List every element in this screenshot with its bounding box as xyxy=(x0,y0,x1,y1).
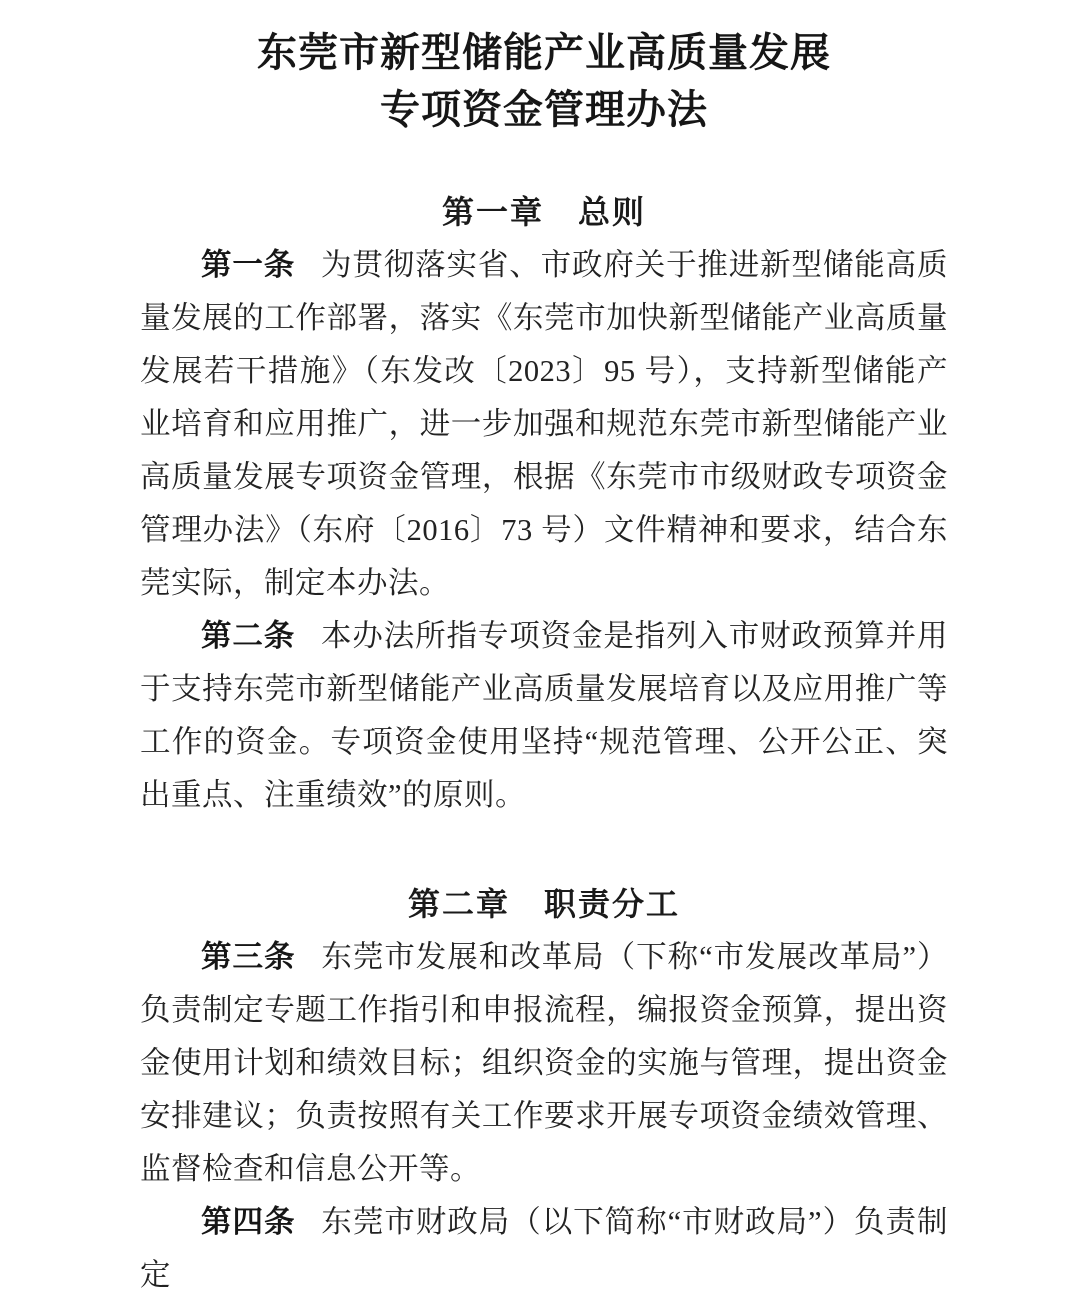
article-1-label: 第一条 xyxy=(201,248,296,282)
article-3-text: 东莞市发展和改革局（下称“市发展改革局”）负责制定专题工作指引和申报流程，编报资金预算，提出资金使用计划和绩效目标；组织资金的实施与管理，提出资金安排建议；负责按照有关工作要求开展专项资金绩效管理、监督检查和信息公开等。 xyxy=(140,940,948,1186)
document-title xyxy=(140,24,948,138)
title-line-1: 东莞市新型储能产业高质量发展 xyxy=(257,30,831,75)
article-4-text: 东莞市财政局（以下简称“市财政局”）负责制定 xyxy=(140,1205,948,1292)
article-3 xyxy=(140,931,948,1196)
article-1-text: 为贯彻落实省、市政府关于推进新型储能高质量发展的工作部署，落实《东莞市加快新型储能产业高质量发展若干措施》（东发改〔2023〕95 号），支持新型储能产业培育和应用推广，进一步加强和规范东莞市新型储能产业高质量发展专项资金管理，根据《东莞市市级财政专项资金管理办法》（东府〔2016〕73 号）文件精神和要求，结合东莞实际，制定本办法。 xyxy=(140,248,949,600)
article-3-label: 第三条 xyxy=(201,940,296,974)
article-2 xyxy=(140,610,948,822)
article-4-label: 第四条 xyxy=(201,1205,296,1239)
title-line-2: 专项资金管理办法 xyxy=(380,87,708,132)
article-2-text: 本办法所指专项资金是指列入市财政预算并用于支持东莞市新型储能产业高质量发展培育以及应用推广等工作的资金。专项资金使用坚持“规范管理、公开公正、突出重点、注重绩效”的原则。 xyxy=(140,619,949,812)
article-2-label: 第二条 xyxy=(201,619,296,653)
chapter-2-heading: 第二章 职责分工 xyxy=(407,886,680,922)
chapter-1-heading: 第一章 总则 xyxy=(441,194,646,230)
article-1 xyxy=(140,239,948,610)
article-4 xyxy=(140,1196,948,1302)
